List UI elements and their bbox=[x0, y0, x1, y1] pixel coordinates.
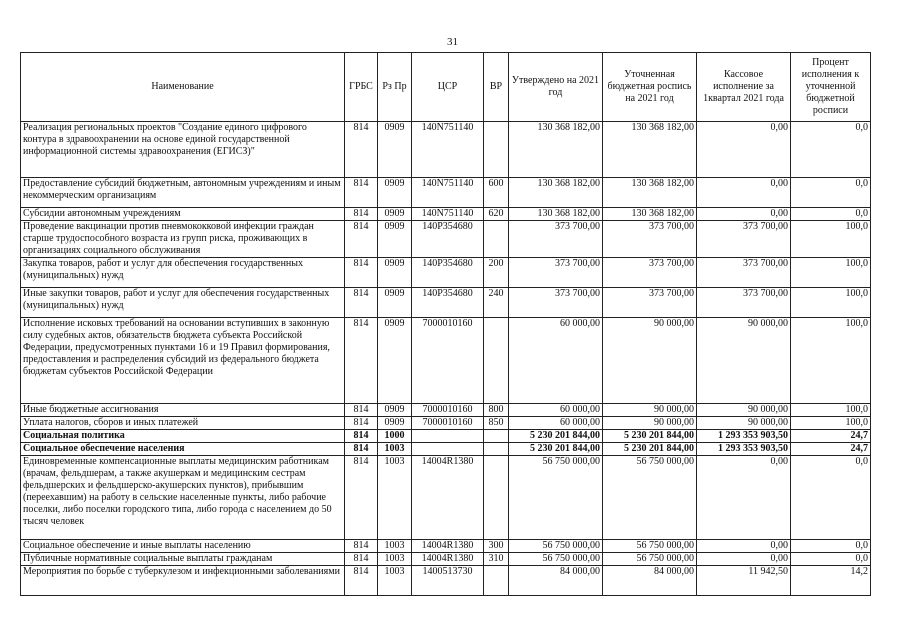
cell-grbs: 814 bbox=[345, 430, 378, 443]
cell-grbs: 814 bbox=[345, 417, 378, 430]
cell-csr: 14004R1380 bbox=[412, 456, 484, 540]
cell-approved: 130 368 182,00 bbox=[509, 178, 603, 208]
budget-table bbox=[20, 52, 871, 596]
cell-percent: 100,0 bbox=[791, 417, 871, 430]
cell-specified: 130 368 182,00 bbox=[603, 208, 697, 221]
cell-vr bbox=[484, 122, 509, 178]
cell-grbs: 814 bbox=[345, 566, 378, 596]
cell-percent: 100,0 bbox=[791, 221, 871, 258]
cell-rzpr: 0909 bbox=[378, 122, 412, 178]
cell-percent: 100,0 bbox=[791, 258, 871, 288]
table-row bbox=[21, 208, 871, 221]
cell-approved: 5 230 201 844,00 bbox=[509, 443, 603, 456]
column-header-vr: ВР bbox=[484, 53, 509, 122]
cell-vr bbox=[484, 221, 509, 258]
cell-approved: 56 750 000,00 bbox=[509, 540, 603, 553]
cell-specified: 56 750 000,00 bbox=[603, 553, 697, 566]
cell-cash: 0,00 bbox=[697, 178, 791, 208]
cell-rzpr: 0909 bbox=[378, 178, 412, 208]
cell-specified: 373 700,00 bbox=[603, 221, 697, 258]
cell-grbs: 814 bbox=[345, 540, 378, 553]
cell-vr: 200 bbox=[484, 258, 509, 288]
column-header-percent: Процент исполнения к уточненной бюджетной росписи bbox=[791, 53, 871, 122]
table-row bbox=[21, 404, 871, 417]
cell-grbs: 814 bbox=[345, 443, 378, 456]
cell-cash: 90 000,00 bbox=[697, 318, 791, 404]
cell-vr: 240 bbox=[484, 288, 509, 318]
cell-approved: 56 750 000,00 bbox=[509, 553, 603, 566]
cell-grbs: 814 bbox=[345, 122, 378, 178]
column-header-specified: Уточненная бюджетная роспись на 2021 год bbox=[603, 53, 697, 122]
cell-csr: 7000010160 bbox=[412, 417, 484, 430]
cell-csr: 14004R1380 bbox=[412, 553, 484, 566]
cell-approved: 60 000,00 bbox=[509, 417, 603, 430]
cell-cash: 1 293 353 903,50 bbox=[697, 430, 791, 443]
cell-vr: 310 bbox=[484, 553, 509, 566]
cell-specified: 90 000,00 bbox=[603, 318, 697, 404]
table-row bbox=[21, 430, 871, 443]
cell-name: Мероприятия по борьбе с туберкулезом и инфекционными заболеваниями bbox=[21, 566, 345, 596]
table-header bbox=[21, 53, 871, 122]
cell-specified: 90 000,00 bbox=[603, 404, 697, 417]
column-header-rzpr: Рз Пр bbox=[378, 53, 412, 122]
table-row bbox=[21, 122, 871, 178]
cell-name: Проведение вакцинации против пневмококковой инфекции граждан старше трудоспособного возраста из групп риска, проживающих в организациях социального обслуживания bbox=[21, 221, 345, 258]
cell-approved: 373 700,00 bbox=[509, 288, 603, 318]
cell-csr: 140P354680 bbox=[412, 221, 484, 258]
table-row bbox=[21, 318, 871, 404]
cell-specified: 90 000,00 bbox=[603, 417, 697, 430]
cell-name: Субсидии автономным учреждениям bbox=[21, 208, 345, 221]
cell-approved: 60 000,00 bbox=[509, 404, 603, 417]
cell-cash: 0,00 bbox=[697, 540, 791, 553]
cell-grbs: 814 bbox=[345, 178, 378, 208]
table-row bbox=[21, 178, 871, 208]
cell-grbs: 814 bbox=[345, 553, 378, 566]
cell-csr: 140P354680 bbox=[412, 258, 484, 288]
table-row bbox=[21, 258, 871, 288]
cell-csr: 140N751140 bbox=[412, 208, 484, 221]
cell-vr: 850 bbox=[484, 417, 509, 430]
cell-grbs: 814 bbox=[345, 221, 378, 258]
cell-vr bbox=[484, 456, 509, 540]
cell-rzpr: 0909 bbox=[378, 417, 412, 430]
table-row bbox=[21, 417, 871, 430]
cell-percent: 0,0 bbox=[791, 540, 871, 553]
cell-cash: 1 293 353 903,50 bbox=[697, 443, 791, 456]
column-header-csr: ЦСР bbox=[412, 53, 484, 122]
cell-csr: 140N751140 bbox=[412, 122, 484, 178]
cell-vr: 800 bbox=[484, 404, 509, 417]
cell-rzpr: 0909 bbox=[378, 318, 412, 404]
cell-name: Публичные нормативные социальные выплаты гражданам bbox=[21, 553, 345, 566]
table-row bbox=[21, 456, 871, 540]
cell-approved: 60 000,00 bbox=[509, 318, 603, 404]
column-header-name: Наименование bbox=[21, 53, 345, 122]
column-header-cash: Кассовое исполнение за 1квартал 2021 года bbox=[697, 53, 791, 122]
cell-rzpr: 0909 bbox=[378, 404, 412, 417]
cell-approved: 5 230 201 844,00 bbox=[509, 430, 603, 443]
page-number: 31 bbox=[447, 36, 458, 48]
cell-name: Уплата налогов, сборов и иных платежей bbox=[21, 417, 345, 430]
column-header-grbs: ГРБС bbox=[345, 53, 378, 122]
cell-approved: 373 700,00 bbox=[509, 258, 603, 288]
cell-specified: 5 230 201 844,00 bbox=[603, 443, 697, 456]
cell-name: Иные закупки товаров, работ и услуг для обеспечения государственных (муниципальных) нужд bbox=[21, 288, 345, 318]
cell-rzpr: 1003 bbox=[378, 443, 412, 456]
cell-percent: 100,0 bbox=[791, 318, 871, 404]
cell-percent: 100,0 bbox=[791, 288, 871, 318]
cell-specified: 84 000,00 bbox=[603, 566, 697, 596]
cell-percent: 0,0 bbox=[791, 122, 871, 178]
cell-vr bbox=[484, 566, 509, 596]
column-header-approved: Утверждено на 2021 год bbox=[509, 53, 603, 122]
cell-grbs: 814 bbox=[345, 456, 378, 540]
cell-name: Социальное обеспечение и иные выплаты населению bbox=[21, 540, 345, 553]
cell-rzpr: 1000 bbox=[378, 430, 412, 443]
cell-percent: 24,7 bbox=[791, 430, 871, 443]
cell-cash: 0,00 bbox=[697, 553, 791, 566]
cell-specified: 56 750 000,00 bbox=[603, 540, 697, 553]
table-row bbox=[21, 221, 871, 258]
cell-percent: 14,2 bbox=[791, 566, 871, 596]
cell-rzpr: 1003 bbox=[378, 456, 412, 540]
cell-approved: 130 368 182,00 bbox=[509, 122, 603, 178]
cell-name: Реализация региональных проектов "Создание единого цифрового контура в здравоохранении на основе единой государственной информационной системы здравоохранения (ЕГИСЗ)" bbox=[21, 122, 345, 178]
cell-csr: 140P354680 bbox=[412, 288, 484, 318]
cell-specified: 373 700,00 bbox=[603, 288, 697, 318]
table-row bbox=[21, 566, 871, 596]
cell-specified: 130 368 182,00 bbox=[603, 122, 697, 178]
cell-rzpr: 1003 bbox=[378, 540, 412, 553]
table-row bbox=[21, 540, 871, 553]
cell-specified: 56 750 000,00 bbox=[603, 456, 697, 540]
cell-cash: 0,00 bbox=[697, 122, 791, 178]
cell-rzpr: 1003 bbox=[378, 553, 412, 566]
table-body bbox=[21, 122, 871, 596]
cell-vr: 620 bbox=[484, 208, 509, 221]
cell-rzpr: 0909 bbox=[378, 288, 412, 318]
cell-csr: 1400513730 bbox=[412, 566, 484, 596]
cell-vr bbox=[484, 318, 509, 404]
cell-approved: 130 368 182,00 bbox=[509, 208, 603, 221]
cell-cash: 90 000,00 bbox=[697, 417, 791, 430]
cell-csr: 7000010160 bbox=[412, 404, 484, 417]
cell-cash: 373 700,00 bbox=[697, 258, 791, 288]
cell-rzpr: 0909 bbox=[378, 208, 412, 221]
cell-vr: 600 bbox=[484, 178, 509, 208]
cell-name: Иные бюджетные ассигнования bbox=[21, 404, 345, 417]
cell-vr bbox=[484, 430, 509, 443]
cell-csr bbox=[412, 443, 484, 456]
table-row bbox=[21, 443, 871, 456]
table-row bbox=[21, 553, 871, 566]
cell-percent: 100,0 bbox=[791, 404, 871, 417]
cell-grbs: 814 bbox=[345, 258, 378, 288]
cell-name: Предоставление субсидий бюджетным, автономным учреждениям и иным некоммерческим организациям bbox=[21, 178, 345, 208]
cell-cash: 0,00 bbox=[697, 456, 791, 540]
cell-vr: 300 bbox=[484, 540, 509, 553]
cell-approved: 373 700,00 bbox=[509, 221, 603, 258]
cell-name: Социальное обеспечение населения bbox=[21, 443, 345, 456]
cell-cash: 373 700,00 bbox=[697, 221, 791, 258]
cell-percent: 0,0 bbox=[791, 456, 871, 540]
cell-name: Исполнение исковых требований на основании вступивших в законную силу судебных актов, обязательств бюджета субъекта Российской Федерации, предусмотренных пунктами 16 и 19 Правил формирования, предоставления и распределения субсидий из федерального бюджета бюджетам субъектов Российской Федерации bbox=[21, 318, 345, 404]
cell-vr bbox=[484, 443, 509, 456]
cell-name: Закупка товаров, работ и услуг для обеспечения государственных (муниципальных) нужд bbox=[21, 258, 345, 288]
cell-csr bbox=[412, 430, 484, 443]
cell-percent: 24,7 bbox=[791, 443, 871, 456]
cell-grbs: 814 bbox=[345, 288, 378, 318]
cell-csr: 14004R1380 bbox=[412, 540, 484, 553]
cell-csr: 140N751140 bbox=[412, 178, 484, 208]
cell-rzpr: 1003 bbox=[378, 566, 412, 596]
cell-specified: 5 230 201 844,00 bbox=[603, 430, 697, 443]
cell-specified: 130 368 182,00 bbox=[603, 178, 697, 208]
cell-percent: 0,0 bbox=[791, 208, 871, 221]
table-row bbox=[21, 288, 871, 318]
cell-grbs: 814 bbox=[345, 404, 378, 417]
cell-percent: 0,0 bbox=[791, 553, 871, 566]
cell-specified: 373 700,00 bbox=[603, 258, 697, 288]
cell-approved: 56 750 000,00 bbox=[509, 456, 603, 540]
cell-percent: 0,0 bbox=[791, 178, 871, 208]
cell-cash: 0,00 bbox=[697, 208, 791, 221]
cell-grbs: 814 bbox=[345, 208, 378, 221]
cell-name: Социальная политика bbox=[21, 430, 345, 443]
cell-cash: 90 000,00 bbox=[697, 404, 791, 417]
cell-approved: 84 000,00 bbox=[509, 566, 603, 596]
cell-grbs: 814 bbox=[345, 318, 378, 404]
cell-rzpr: 0909 bbox=[378, 221, 412, 258]
cell-cash: 11 942,50 bbox=[697, 566, 791, 596]
cell-cash: 373 700,00 bbox=[697, 288, 791, 318]
cell-name: Единовременные компенсационные выплаты медицинским работникам (врачам, фельдшерам, а также акушеркам и медицинским сестрам фельдшерских и фельдшерско-акушерских пунктов), прибывшим (переехавшим) на работу в сельские населенные пункты, либо рабочие поселки, либо поселки городского типа, либо города с населением до 50 тысяч человек bbox=[21, 456, 345, 540]
cell-rzpr: 0909 bbox=[378, 258, 412, 288]
cell-csr: 7000010160 bbox=[412, 318, 484, 404]
